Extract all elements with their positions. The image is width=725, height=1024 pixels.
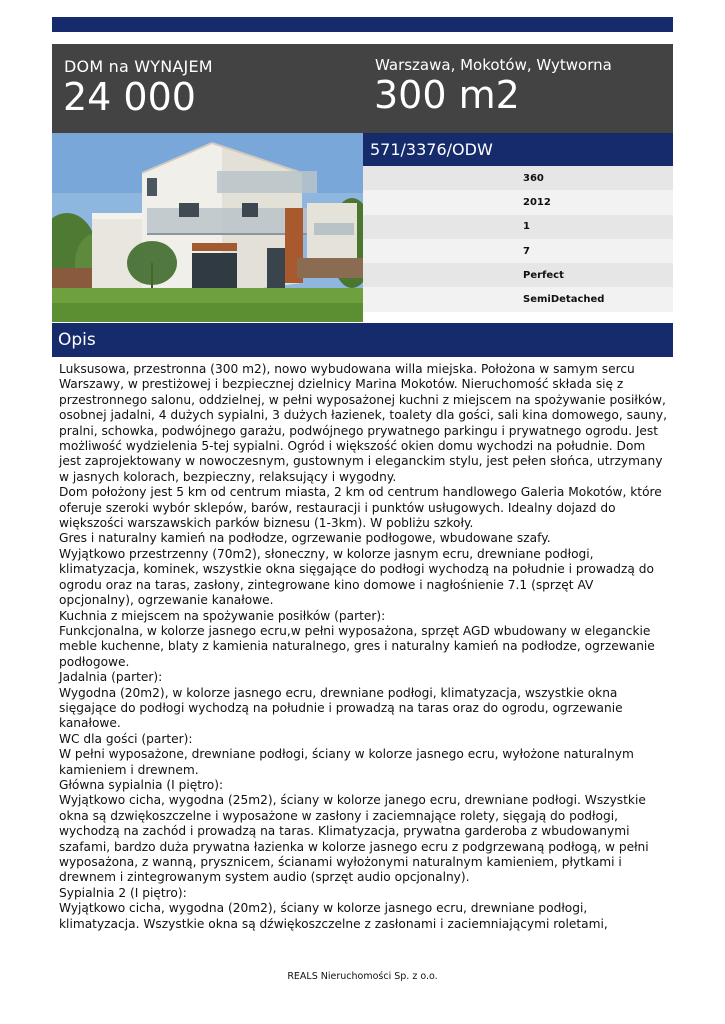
description-line: jest zaprojektowany w nowoczesnym, gustownym i eleganckim stylu, jest pełen słońca, utrzymany: [59, 454, 663, 469]
description-line: kamieniem i drewnem.: [59, 762, 199, 777]
description-line: okna są dzwiękoszczelne i wyposażone w zasłony i zaciemnające rolety, sięgają do podłogi,: [59, 808, 618, 823]
description-line: Wygodna (20m2), w kolorze jasnego ecru, drewniane podłogi, klimatyzacja, wszystkie okna: [59, 685, 618, 700]
description-line: szafami, bardzo duża prywatna łazienka w kolorze jasnego ecru z podgrzewaną podłogą, w pełni: [59, 839, 649, 854]
description-line: w jasnych kolorach, bezpieczny, relaksujący i wygodny.: [59, 469, 397, 484]
reference-bar: [363, 133, 673, 166]
details-table: [363, 166, 673, 312]
description-line: Wyjątkowo cicha, wygodna (20m2), ściany w kolorze jasnego ecru, drewniane podłogi,: [59, 901, 588, 916]
description-line: przestronnego salonu, oddzielnej, w pełni wyposażonej kuchni z miejscem na spożywanie posiłków,: [59, 392, 666, 407]
listing-location: Warszawa, Mokotów, Wytworna: [375, 56, 612, 74]
reference-number: 571/3376/ODW: [370, 140, 493, 159]
description-line: oferuje szeroki wybór sklepów, barów, restauracji i punktów usługowych. Idealny dojazd do: [59, 500, 616, 515]
detail-value: 2012: [523, 196, 551, 208]
description-line: Warszawy, w prestiżowej i bezpiecznej dzielnicy Marina Mokotów. Nieruchomość składa się z: [59, 377, 624, 392]
detail-value: 7: [523, 245, 530, 257]
description-line: meble kuchenne, blaty z kamienia naturalnego, gres i naturalny kamień na podłodze, ogrzewanie: [59, 639, 655, 654]
description-line: klimatyzacja. Wszystkie okna są dźwiękoszczelne z zasłonami i zaciemniającymi roletami,: [59, 916, 608, 931]
description-line: osobnej jadalni, 4 dużych sypialni, 3 dużych łazienek, toalety dla gości, sali kina domowego, sauny,: [59, 408, 667, 423]
description-line: W pełni wyposażone, drewniane podłogi, ściany w kolorze jasnego ecru, wyłożone naturalnym: [59, 747, 634, 762]
description-line: Wyjątkowo przestrzenny (70m2), słoneczny, w kolorze jasnym ecru, drewniane podłogi,: [59, 546, 594, 561]
description-line: ogrodu oraz na taras, zasłony, zintegrowane kino domowe i nagłośnienie 7.1 (sprzęt AV: [59, 577, 594, 592]
listing-area: 300 m2: [374, 73, 520, 117]
listing-type: DOM na WYNAJEM: [64, 57, 213, 76]
description-line: WC dla gości (parter):: [59, 731, 193, 746]
listing-header: [52, 44, 673, 133]
listing-price: 24 000: [63, 75, 196, 119]
description-line: Wyjątkowo cicha, wygodna (25m2), ściany w kolorze janego ecru, drewniane podłogi. Wszystkie: [59, 793, 646, 808]
description-line: Jadalnia (parter):: [59, 670, 163, 685]
description-line: Gres i naturalny kamień na podłodze, ogrzewanie podłogowe, wbudowane szafy.: [59, 531, 551, 546]
detail-row: [363, 239, 673, 263]
detail-row: [363, 190, 673, 214]
description-line: Luksusowa, przestronna (300 m2), nowo wybudowana willa miejska. Położona w samym sercu: [59, 362, 635, 376]
description-line: sięgające do podłogi wychodzą na południe i prowadzą na taras oraz do ogrodu, ogrzewanie: [59, 700, 623, 715]
detail-row: [363, 263, 673, 287]
detail-value: 1: [523, 221, 530, 233]
description-line: możliwość wydzielenia 5-tej sypialni. Ogród i większość okien domu wychodzi na południe. Dom: [59, 439, 646, 454]
description-line: Dom położony jest 5 km od centrum miasta, 2 km od centrum handlowego Galeria Mokotów, które: [59, 485, 662, 500]
description-line: wyposażona, z wanną, prysznicem, ścianami wyłożonymi naturalnym kamieniem, płytkami i: [59, 855, 622, 869]
description-line: pralni, schowka, podwójnego garażu, podwójnego prywatnego parkingu i prywatnego ogrodu. Jest: [59, 423, 659, 438]
description-line: Kuchnia z miejscem na spożywanie posiłków (parter):: [59, 608, 386, 623]
detail-row: [363, 166, 673, 190]
description-line: Funkcjonalna, w kolorze jasnego ecru,w pełni wyposażona, sprzęt AGD wbudowany w eleganckie: [59, 623, 651, 638]
description-text: [59, 362, 671, 932]
top-accent-bar: [52, 17, 673, 32]
description-line: klimatyzacja, kominek, wszystkie okna sięgające do podłogi wychodzą na południe i prowadzą do: [59, 562, 654, 577]
house-photo-illustration: [52, 133, 363, 322]
detail-row: [363, 287, 673, 311]
description-line: Sypialnia 2 (I piętro):: [59, 885, 187, 900]
description-line: podłogowe.: [59, 654, 130, 669]
footer-company: REALS Nieruchomości Sp. z o.o.: [287, 971, 438, 982]
description-line: drewnem i zintegrowanym system audio (sprzęt audio opcjonalny).: [59, 870, 470, 885]
description-line: kanałowe.: [59, 716, 121, 731]
description-line: większości warszawskich parków biznesu (1-3km). W pobliżu szkoły.: [59, 516, 474, 531]
property-photo: [52, 133, 363, 322]
description-line: Główna sypialnia (I piętro):: [59, 777, 224, 792]
detail-value: 360: [523, 172, 544, 184]
description-header: [52, 323, 673, 357]
description-line: opcjonalny), ogrzewanie kanałowe.: [59, 593, 274, 608]
description-line: wychodzą na zachód i prowadzą na taras. Klimatyzacja, prywatna garderoba z wbudowanymi: [59, 824, 630, 839]
detail-value: Perfect: [523, 269, 564, 281]
section-title: Opis: [58, 330, 96, 350]
detail-value: SemiDetached: [523, 294, 605, 306]
detail-row: [363, 215, 673, 239]
